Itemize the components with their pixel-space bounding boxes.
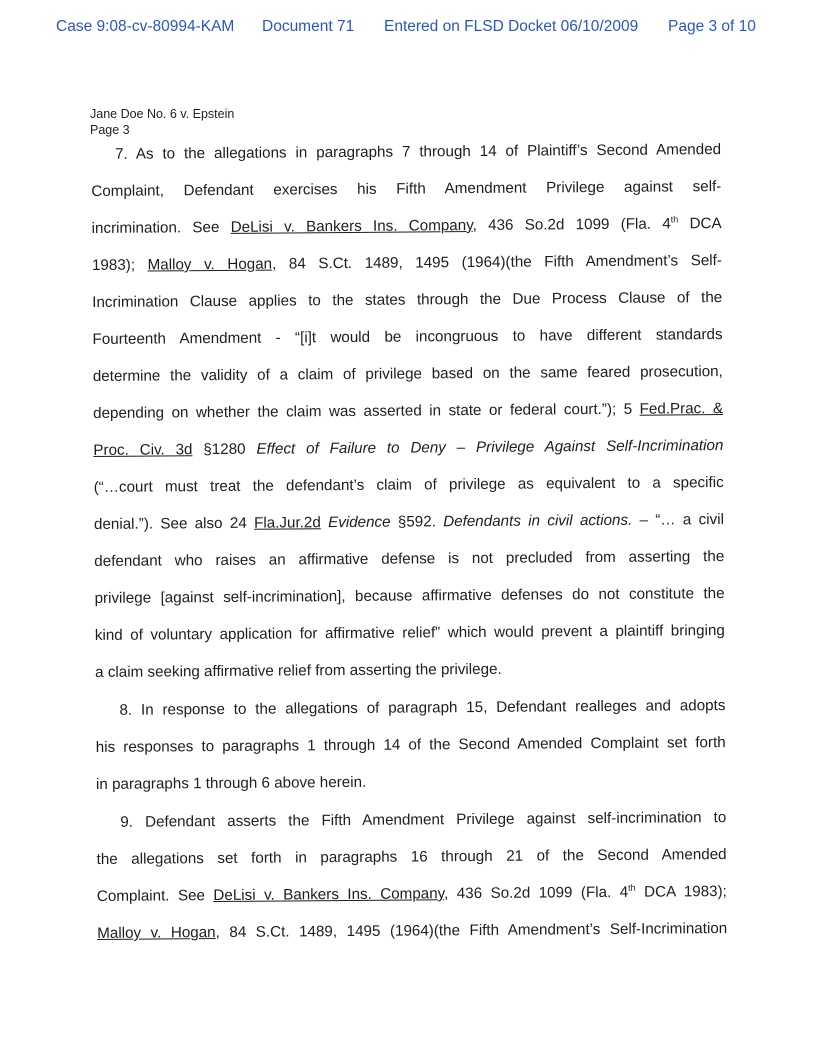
case-citation-malloy: Malloy v. Hogan bbox=[147, 255, 273, 274]
paragraph-9-line: Complaint. See DeLisi v. Bankers Ins. Company, 436 So.2d 1099 (Fla. 4th DCA 1983); bbox=[96, 882, 727, 905]
citation-fed-prac: Fed.Prac. & bbox=[639, 400, 724, 418]
paragraph-9-line: 9. Defendant asserts the Fifth Amendment Privilege against self-incrimination to bbox=[120, 809, 727, 831]
paragraph-7-line: 7. As to the allegations in paragraphs 7 through 14 of Plaintiff’s Second Amended bbox=[114, 141, 722, 163]
paragraph-7-line: Proc. Civ. 3d §1280 Effect of Failure to Deny – Privilege Against Self-Incrimination bbox=[93, 437, 724, 459]
paragraph-7-line: denial.”). See also 24 Fla.Jur.2d Evidence §592. Defendants in civil actions. – “… a civil bbox=[93, 511, 725, 533]
paragraph-7-line: defendant who raises an affirmative defense is not precluded from asserting the bbox=[94, 548, 725, 570]
paragraph-7-line: a claim seeking affirmative relief from asserting the privilege. bbox=[95, 660, 502, 681]
docket-entered-date: Entered on FLSD Docket 06/10/2009 bbox=[384, 18, 639, 35]
case-citation-delisi: DeLisi v. Bankers Ins. Company bbox=[213, 885, 445, 905]
paragraph-7-line: Fourteenth Amendment - “[i]t would be incongruous to have different standards bbox=[92, 326, 723, 348]
paragraph-7-line: depending on whether the claim was asserted in state or federal court.”); 5 Fed.Prac. & bbox=[93, 400, 724, 422]
docket-header bbox=[56, 18, 764, 38]
citation-fla-jur: Fla.Jur.2d bbox=[254, 514, 321, 532]
docket-document-number: Document 71 bbox=[262, 18, 355, 35]
document-body bbox=[91, 141, 728, 942]
paragraph-8-line: in paragraphs 1 through 6 above herein. bbox=[95, 773, 367, 793]
paragraph-7-line: privilege [against self-incrimination], because affirmative defenses do not constitute the bbox=[94, 585, 725, 607]
case-citation-malloy: Malloy v. Hogan bbox=[97, 924, 216, 942]
paragraph-7-line: incrimination. See DeLisi v. Bankers Ins. Company, 436 So.2d 1099 (Fla. 4th DCA bbox=[91, 214, 722, 237]
citation-proc-civ: Proc. Civ. 3d bbox=[93, 441, 193, 459]
case-caption bbox=[90, 106, 234, 138]
paragraph-9-line: the allegations set forth in paragraphs 16 through 21 of the Second Amended bbox=[96, 846, 727, 868]
paragraph-8-line: his responses to paragraphs 1 through 14 of the Second Amended Complaint set forth bbox=[95, 734, 726, 756]
paragraph-8-line: 8. In response to the allegations of paragraph 15, Defendant realleges and adopts bbox=[119, 697, 726, 719]
paragraph-7-line: kind of voluntary application for affirmative relief” which would prevent a plaintiff bringing bbox=[94, 622, 725, 644]
docket-case-number: Case 9:08-cv-80994-KAM bbox=[56, 18, 235, 35]
caption-page: Page 3 bbox=[90, 123, 130, 137]
docket-page-number: Page 3 of 10 bbox=[668, 18, 756, 35]
paragraph-7-line: Complaint, Defendant exercises his Fifth Amendment Privilege against self- bbox=[91, 178, 722, 200]
paragraph-9-line: Malloy v. Hogan, 84 S.Ct. 1489, 1495 (1964)(the Fifth Amendment’s Self-Incrimination bbox=[97, 920, 728, 942]
paragraph-7-line: 1983); Malloy v. Hogan, 84 S.Ct. 1489, 1495 (1964)(the Fifth Amendment’s Self- bbox=[91, 252, 722, 274]
caption-title: Jane Doe No. 6 v. Epstein bbox=[90, 107, 235, 121]
case-citation-delisi: DeLisi v. Bankers Ins. Company bbox=[230, 217, 473, 236]
paragraph-7-line: (“…court must treat the defendant’s claim of privilege as equivalent to a specific bbox=[93, 474, 724, 496]
paragraph-7-line: Incrimination Clause applies to the states through the Due Process Clause of the bbox=[92, 289, 723, 311]
paragraph-7-line: determine the validity of a claim of privilege based on the same feared prosecution, bbox=[92, 363, 723, 385]
